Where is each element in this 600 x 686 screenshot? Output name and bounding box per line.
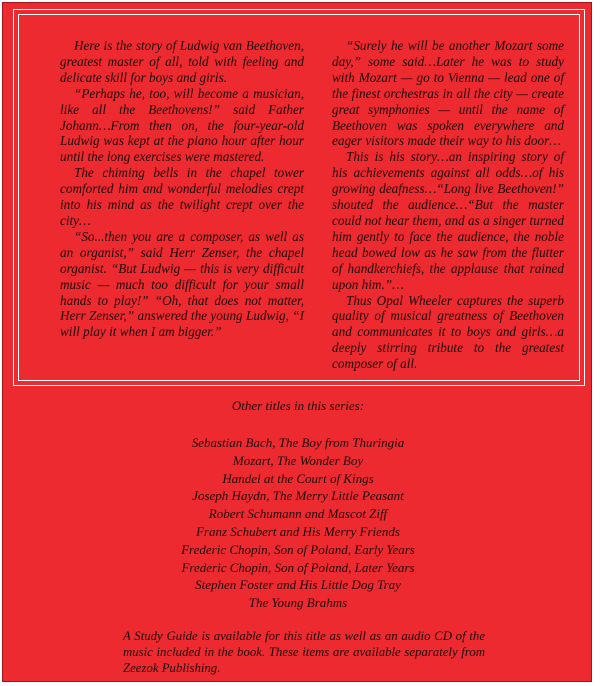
study-guide-note: A Study Guide is available for this title as well as an audio CD of the music included in the book. These items are available separately from Zeezok Publishing. — [123, 629, 485, 675]
back-cover — [2, 2, 592, 682]
blurb-frame — [13, 9, 585, 386]
blurb-paragraph: This is his story…an inspiring story of his achievements against all odds…of his growing deafness…“Long live Beethoven!” shouted the audience…“But the master could not hear them, and as a singer turned him gently to face the audience, the noble head bowed low as he saw from the flutter of handkerchiefs, the applause that rained upon him.”… — [332, 149, 564, 292]
blurb-paragraph: The chiming bells in the chapel tower comforted him and wonderful melodies crept into his mind as the twilight crept over the city… — [60, 165, 304, 228]
blurb-paragraph: “Surely he will be another Mozart some day,” some said…Later he was to study with Mozart — go to Vienna — lead one of the finest orchestras in all the city — create great symphonies — until the name of Beethoven was spoken everywhere and eager visitors made their way to his door… — [332, 38, 564, 149]
series-title: Robert Schumann and Mascot Ziff — [208, 506, 388, 522]
blurb-right-column — [332, 38, 564, 372]
series-title: Sebastian Bach, The Boy from Thuringia — [191, 435, 405, 450]
blurb-left-column — [60, 38, 304, 340]
series-title: Handel at the Court of Kings — [222, 470, 374, 486]
series-title: Joseph Haydn, The Merry Little Peasant — [192, 488, 404, 504]
blurb-paragraph: “So...then you are a composer, as well as an organist,” said Herr Zenser, the chapel organist. “But Ludwig — this is very difficult music — much too difficult for your small hands to play!” “Oh, that does not matter, Herr Zenser,” answered the young Ludwig, “I will play it when I am bigger.” — [60, 228, 304, 340]
series-title: Franz Schubert and His Merry Friends — [195, 523, 400, 539]
series-heading: Other titles in this series: — [231, 398, 365, 413]
blurb-paragraph: Here is the story of Ludwig van Beethoven, greatest master of all, told with feeling and delicate skill for boys and girls. — [60, 38, 304, 85]
blurb-paragraph: Thus Opal Wheeler captures the superb quality of musical greatness of Beethoven and communicates it to boys and girls…a deeply stirring tribute to the greatest composer of all. — [332, 292, 564, 372]
series-title: The Young Brahms — [248, 595, 348, 611]
series-section — [3, 398, 593, 612]
series-title: Frederic Chopin, Son of Poland, Later Years — [181, 559, 415, 575]
series-title-list — [3, 434, 593, 612]
series-title: Stephen Foster and His Little Dog Tray — [195, 577, 401, 593]
series-title: Frederic Chopin, Son of Poland, Early Years — [181, 541, 415, 557]
blurb-paragraph: “Perhaps he, too, will become a musician, like all the Beethovens!” said Father Johann…From then on, the four-year-old Ludwig was kept at the piano hour after hour until the long exercises were mastered. — [60, 85, 304, 165]
series-title: Mozart, The Wonder Boy — [232, 452, 364, 468]
